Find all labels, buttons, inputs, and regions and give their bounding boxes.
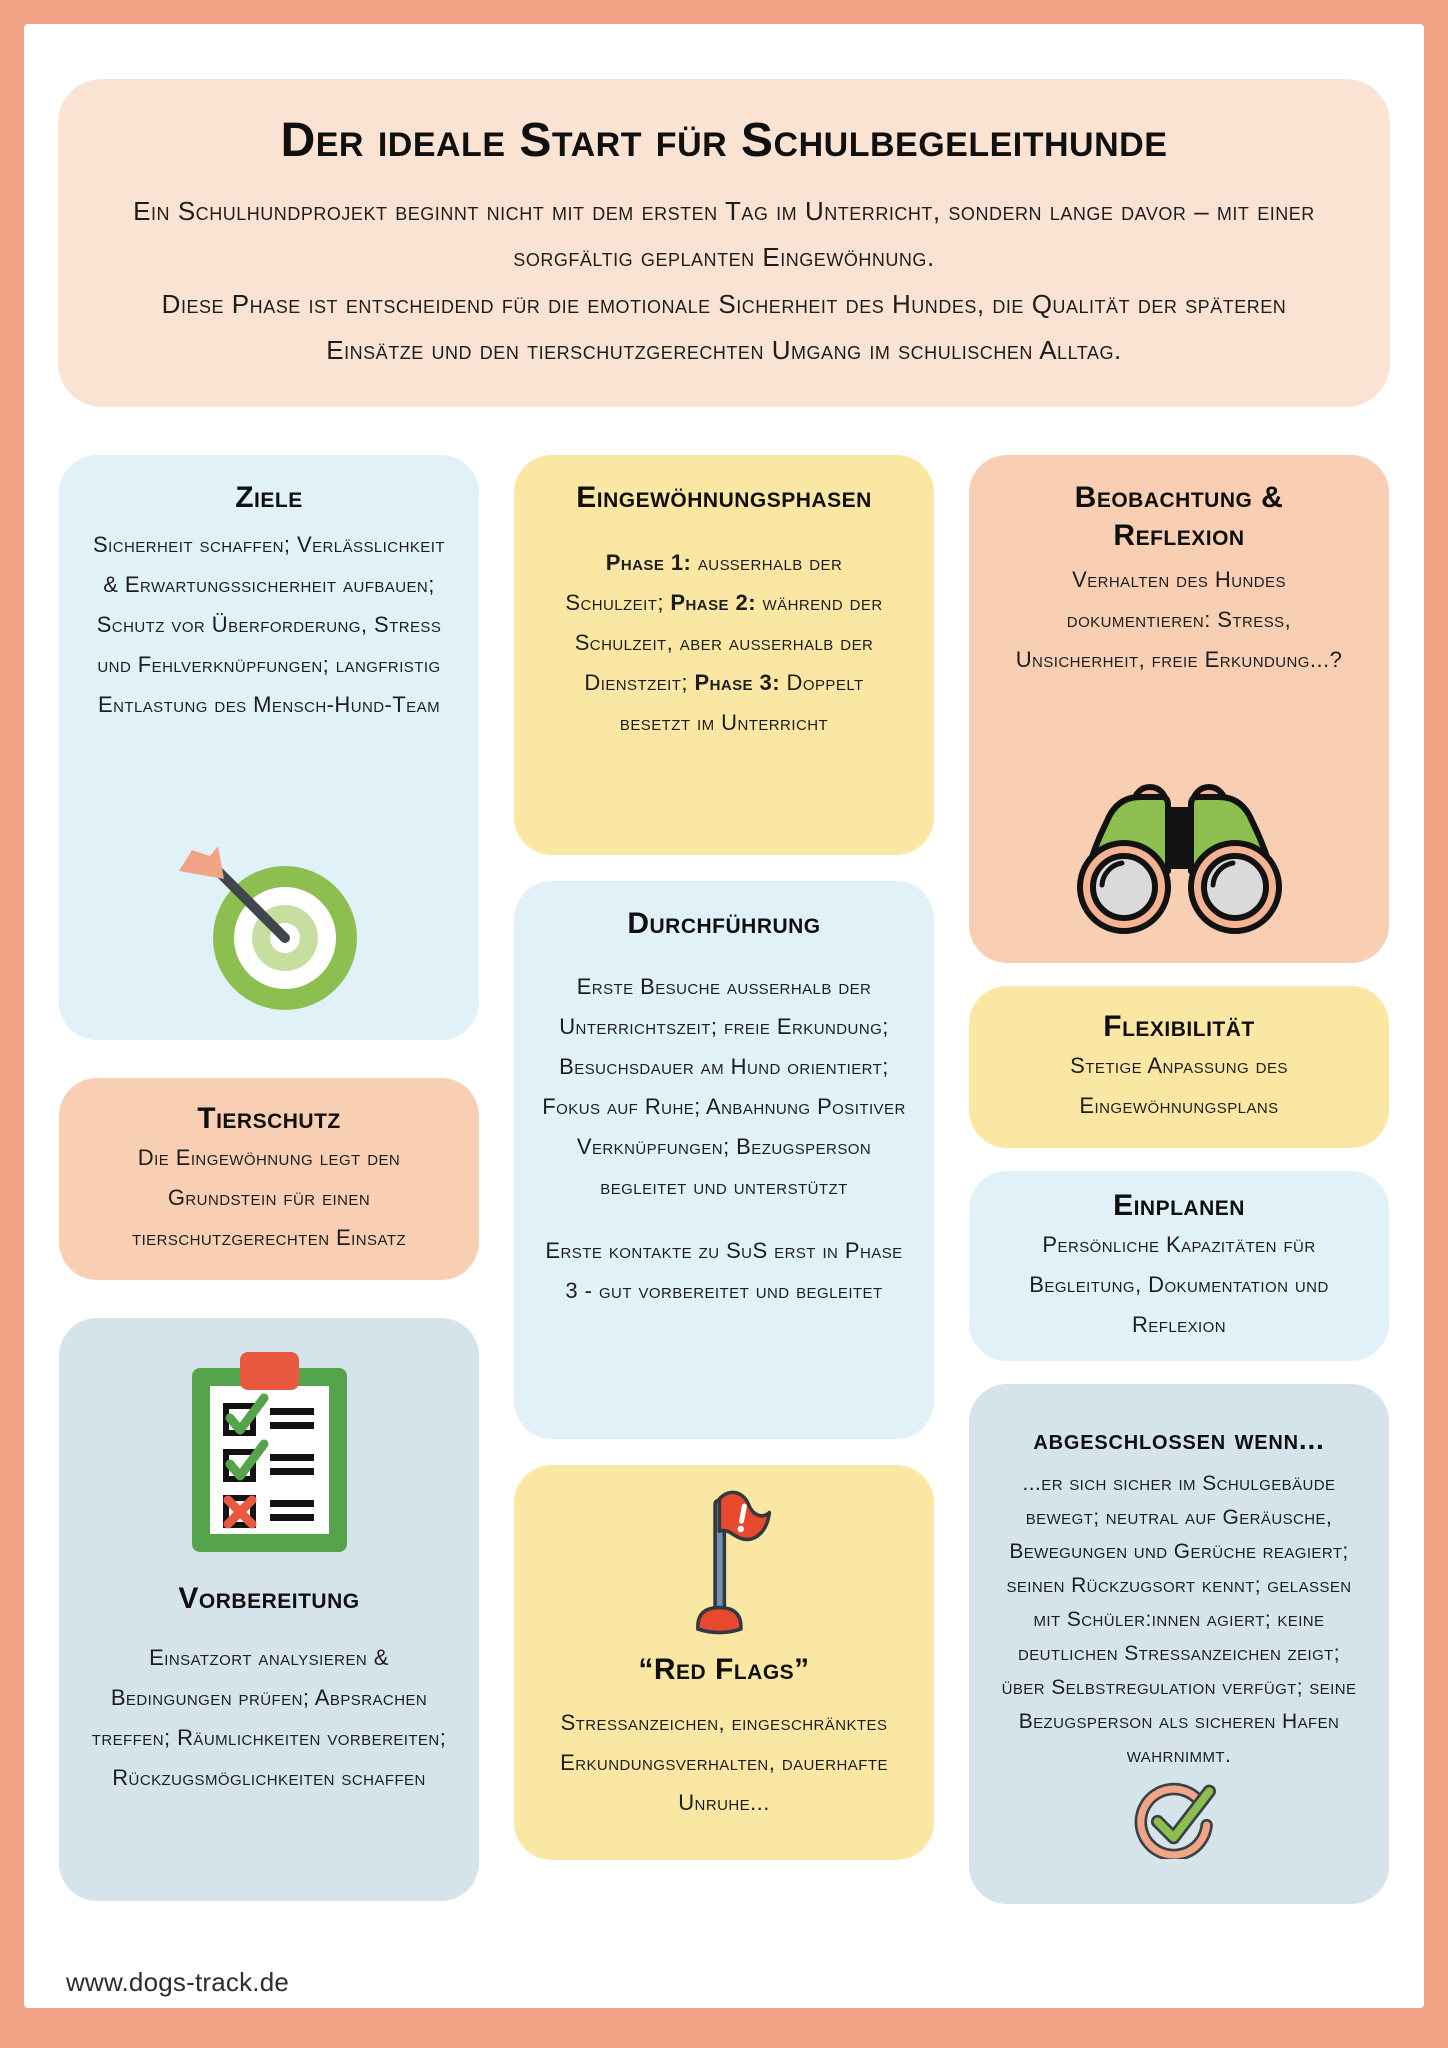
card-tierschutz-body: Die Eingewöhnung legt den Grundstein für einen tierschutzgerechten Einsatz [131, 1144, 407, 1250]
card-durchfuehrung [514, 881, 934, 1439]
content-canvas [24, 24, 1424, 2008]
card-ziele-body: Sicherheit schaffen; Verlässlichkeit & Erwartungssicherheit aufbauen; Schutz vor Überforderung, Stress und Fehlverknüpfungen; langfristig Entlastung des Mensch-Hund-Team [93, 531, 445, 717]
card-flexibilitaet-title: Flexibilität [1103, 1010, 1255, 1044]
card-flexibilitaet [969, 986, 1389, 1148]
target-icon [167, 844, 372, 1016]
page-title: Der ideale Start für Schulbegeleithunde [280, 114, 1168, 167]
phase-2-text: während der Schulzeit, aber außerhalb der Dienstzeit; [574, 589, 883, 695]
phase-3-text: Doppelt besetzt im Unterricht [619, 669, 864, 735]
card-einplanen-title: Einplanen [1113, 1189, 1245, 1223]
phase-1-label: Phase 1: [605, 549, 692, 575]
card-red-flags [514, 1465, 934, 1860]
column-right [969, 455, 1389, 1904]
phase-3-label: Phase 3: [694, 669, 780, 695]
card-ziele-title: Ziele [235, 481, 303, 515]
card-abgeschlossen-wenn-title: abgeschlossen wenn... [1033, 1424, 1325, 1456]
column-middle [514, 455, 934, 1904]
footer-url: www.dogs-track.de [66, 1967, 290, 1997]
card-red-flags-body: Stressanzeichen, eingeschränktes Erkundungsverhalten, dauerhafte Unruhe... [560, 1709, 888, 1815]
card-tierschutz-title: Tierschutz [197, 1102, 341, 1136]
header-card [58, 79, 1390, 407]
card-einplanen-body: Persönliche Kapazitäten für Begleitung, Dokumentation und Reflexion [1029, 1231, 1329, 1337]
binoculars-icon [1062, 779, 1297, 939]
intro-paragraph-2: Diese Phase ist entscheidend für die emotionale Sicherheit des Hundes, die Qualität der späteren Einsätze und den tierschutzgerechten Umgang im schulischen Alltag. [161, 288, 1287, 365]
phase-1-text: außerhalb der Schulzeit; [565, 549, 843, 615]
check-circle-icon [1125, 1777, 1233, 1859]
card-einplanen [969, 1171, 1389, 1361]
card-beobachtung-reflexion [969, 455, 1389, 963]
card-red-flags-title: “Red Flags” [638, 1653, 810, 1687]
card-beobachtung-reflexion-title: Beobachtung & Reflexion [1074, 481, 1284, 552]
card-vorbereitung [59, 1318, 479, 1901]
column-left [59, 455, 479, 1904]
card-vorbereitung-title: Vorbereitung [178, 1582, 360, 1616]
card-abgeschlossen-wenn-body: ...er sich sicher im Schulgebäude bewegt; neutral auf Geräusche, Bewegungen und Gerüche reagiert; seinen Rückzugsort kennt; gelassen mit Schüler:innen agiert; keine deutlichen Stressanzeichen zeigt; über Selbstregulation verfügt; seine Bezugsperson als sicheren Hafen wahrnimmt. [1001, 1472, 1357, 1768]
card-tierschutz [59, 1078, 479, 1280]
card-eingewoehnungsphasen-title: Eingewöhnungsphasen [576, 481, 872, 515]
card-durchfuehrung-title: Durchführung [627, 907, 821, 941]
intro-paragraph-1: Ein Schulhundprojekt beginnt nicht mit dem ersten Tag im Unterricht, sondern lange davor – mit einer sorgfältig geplanten Eingewöhnung. [133, 196, 1315, 273]
card-ziele [59, 455, 479, 1040]
card-durchfuehrung-body-2: Erste kontakte zu SuS erst in Phase 3 - gut vorbereitet und begleitet [545, 1237, 903, 1303]
card-durchfuehrung-body-1: Erste Besuche außerhalb der Unterrichtszeit; freie Erkundung; Besuchsdauer am Hund orientiert; Fokus auf Ruhe; Anbahnung Positiver Verknüpfungen; Bezugsperson begleitet und unterstützt [542, 973, 906, 1199]
cards-grid [24, 455, 1424, 1904]
card-eingewoehnungsphasen-body [558, 543, 890, 743]
card-abgeschlossen-wenn [969, 1384, 1389, 1904]
card-beobachtung-reflexion-body: Verhalten des Hundes dokumentieren: Stress, Unsicherheit, freie Erkundung...? [1015, 567, 1343, 673]
card-flexibilitaet-body: Stetige Anpassung des Eingewöhnungsplans [1070, 1052, 1288, 1118]
card-eingewoehnungsphasen [514, 455, 934, 855]
red-flag-icon [672, 1489, 776, 1639]
card-vorbereitung-body: Einsatzort analysieren & Bedingungen prüfen; Abpsrachen treffen; Räumlichkeiten vorbereiten; Rückzugsmöglichkeiten schaffen [91, 1644, 447, 1790]
checklist-clipboard-icon [182, 1346, 357, 1558]
phase-2-label: Phase 2: [670, 589, 756, 615]
